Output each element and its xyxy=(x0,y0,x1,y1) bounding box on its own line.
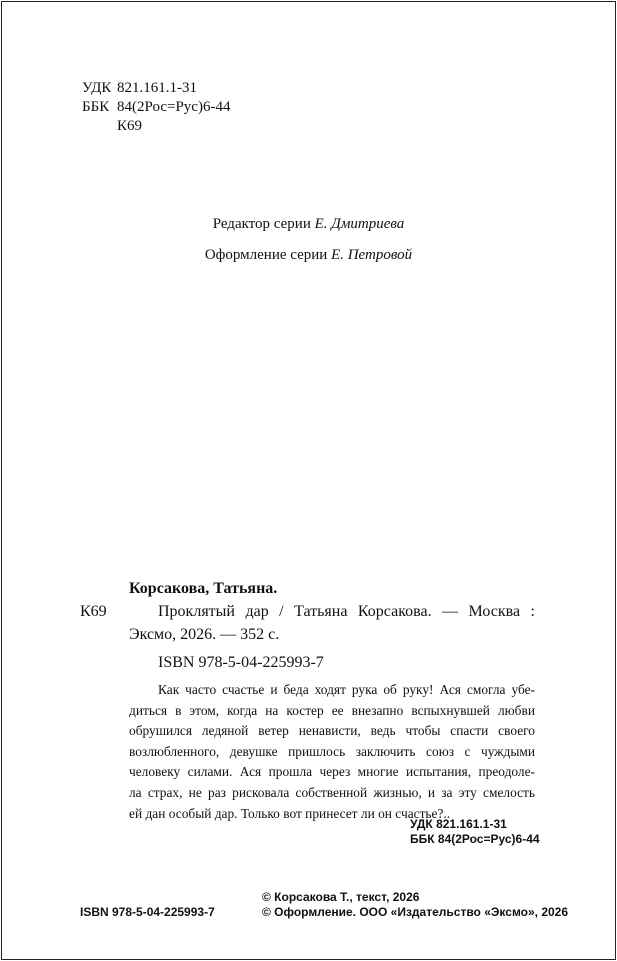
author-heading: Корсакова, Татьяна. xyxy=(129,580,278,597)
title-line-1: Проклятый дар / Татьяна Корсакова. — Москва : xyxy=(158,603,535,620)
bbk-value: 84(2Рос=Рус)6-44 xyxy=(117,99,231,115)
udk-bottom: УДК 821.161.1-31 xyxy=(410,817,507,831)
author-sign: К69 xyxy=(80,603,107,620)
udk-value: 821.161.1-31 xyxy=(117,80,197,96)
annotation-line: человеку силами. Ася прошла через многие испытания, преодоле- xyxy=(129,764,535,780)
bbk-label: ББК xyxy=(82,99,110,115)
isbn-line: ISBN 978-5-04-225993-7 xyxy=(158,654,324,671)
series-editor-line xyxy=(0,214,617,234)
annotation-line: ей дан особый дар. Только вот принесет ли он счастье?.. xyxy=(129,805,451,821)
copyright-design: © Оформление. ООО «Издательство «Эксмо», 2026 xyxy=(262,905,569,919)
author-sign-top: К69 xyxy=(117,118,143,134)
title-line-2: Эксмо, 2026. — 352 с. xyxy=(129,626,280,643)
udk-label: УДК xyxy=(82,80,112,96)
annotation-line: диться в этом, когда на костер ее внезапно вспыхнувшей любви xyxy=(129,702,535,718)
annotation-line: Как часто счастье и беда ходят рука об руку! Ася смогла убе- xyxy=(158,682,535,697)
series-editor-prefix: Редактор серии xyxy=(212,216,311,232)
footer-isbn: ISBN 978-5-04-225993-7 xyxy=(80,905,215,919)
bbk-bottom: ББК 84(2Рос=Рус)6-44 xyxy=(410,832,540,846)
annotation xyxy=(129,680,535,824)
bbk-top xyxy=(82,97,230,117)
series-design-line xyxy=(0,245,617,265)
annotation-line: ла страх, не раз рисковала собственной жизнью, и за эту смелость xyxy=(129,784,535,800)
series-design-name: Е. Петровой xyxy=(331,247,413,263)
series-design-prefix: Оформление серии xyxy=(204,247,328,263)
series-editor-name: Е. Дмитриева xyxy=(314,216,405,232)
copyright-text: © Корсакова Т., текст, 2026 xyxy=(262,890,420,904)
udk-top xyxy=(82,78,197,98)
annotation-line: обрушился ледяной ветер ненависти, ведь чтобы спасти своего xyxy=(129,723,535,739)
annotation-line: возлюбленного, девушке пришлось заключить союз с чуждыми xyxy=(129,743,535,759)
